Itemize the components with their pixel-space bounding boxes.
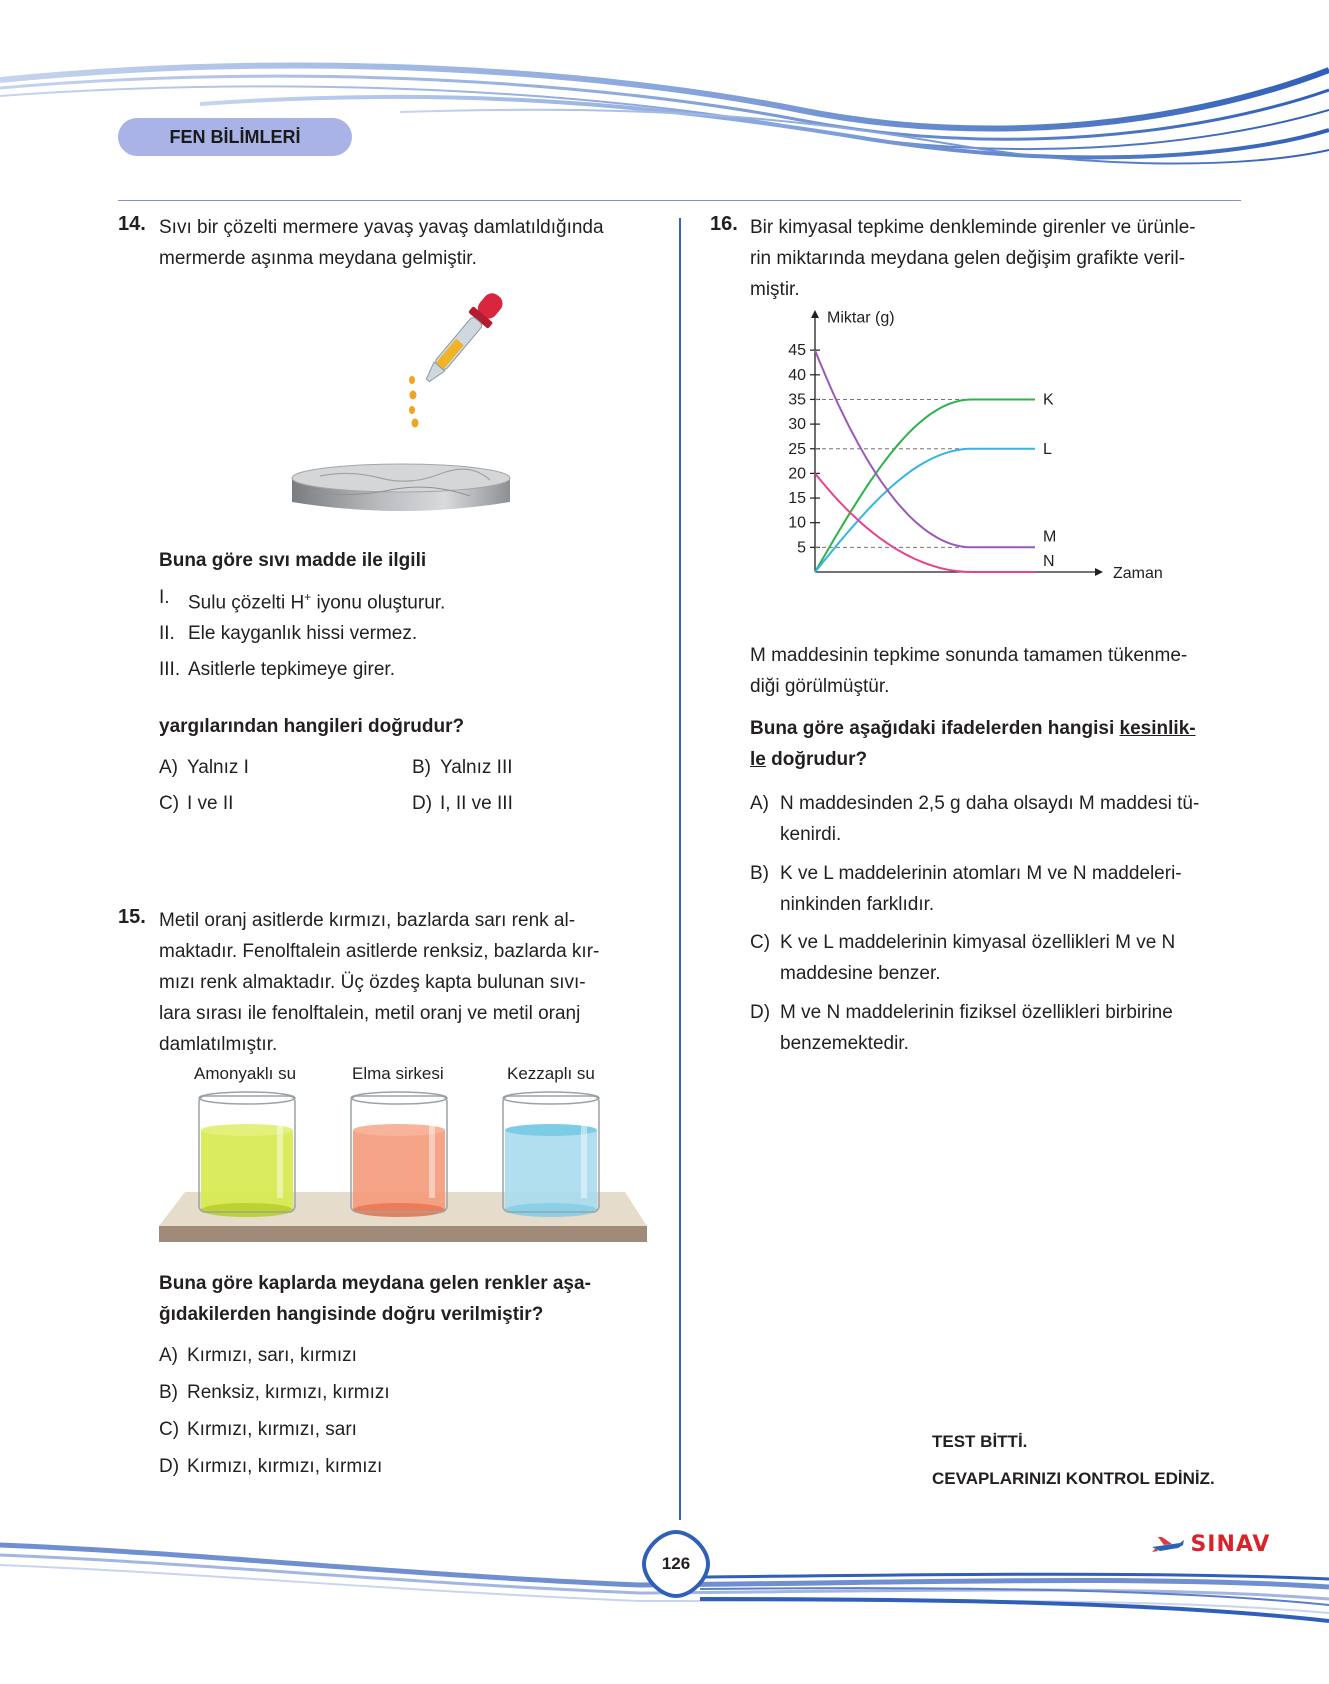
q16-note-line2: diği görülmüştür. (750, 676, 890, 697)
q15-number: 15. (118, 906, 146, 928)
q15-option-a[interactable]: A) Kırmızı, sarı, kırmızı (159, 1345, 357, 1366)
dropper-illustration (390, 282, 530, 432)
statement-number: I. (159, 587, 170, 608)
q14-option-c[interactable]: C) I ve II (159, 793, 234, 814)
q16-option-d[interactable]: D) M ve N maddelerinin fiziksel özellikleri birbirine benzemektedir. (750, 1002, 1173, 1054)
y-tick-label: 25 (788, 440, 806, 458)
subject-badge: FEN BİLİMLERİ (118, 118, 352, 156)
y-tick-label: 5 (797, 539, 806, 557)
series-label-k: K (1043, 391, 1054, 409)
y-axis-arrow (811, 310, 819, 318)
q14-lead: Buna göre sıvı madde ile ilgili (159, 550, 427, 571)
y-tick-label: 30 (788, 416, 806, 434)
y-tick-label: 15 (788, 490, 806, 508)
q16-option-b[interactable]: B) K ve L maddelerinin atomları M ve N maddeleri- ninkinden farklıdır. (750, 863, 1182, 915)
marble-illustration (290, 462, 512, 520)
q16-text-line3: miştir. (750, 279, 800, 300)
beaker-label-1: Amonyaklı su (194, 1064, 297, 1083)
statement-text: Asitlerle tepkimeye girer. (188, 659, 395, 680)
y-axis-label: Miktar (g) (827, 310, 895, 327)
series-line-n (815, 473, 1035, 572)
statement-text: Sulu çözelti H+ iyonu oluşturur. (188, 590, 446, 614)
series-label-n: N (1043, 553, 1055, 570)
test-end-line1: TEST BİTTİ. (932, 1432, 1028, 1451)
y-tick-label: 20 (788, 465, 806, 483)
q14-option-d[interactable]: D) I, II ve III (412, 793, 513, 814)
q15-text-line4: lara sırası ile fenolftalein, metil oranj ve metil oranj (159, 1003, 581, 1024)
beaker-label-2: Elma sirkesi (352, 1064, 444, 1083)
q15-text-line2: maktadır. Fenolftalein asitlerde renksiz, bazlarda kır- (159, 941, 600, 962)
reaction-chart (780, 310, 1210, 620)
q15-option-b[interactable]: B) Renksiz, kırmızı, kırmızı (159, 1382, 390, 1403)
q14-option-b[interactable]: B) Yalnız III (412, 757, 513, 778)
statement-number: II. (159, 623, 175, 644)
y-tick-label: 45 (788, 342, 806, 360)
y-tick-label: 10 (788, 514, 806, 532)
q15-question-line2: ğıdakilerden hangisinde doğru verilmiştir? (159, 1304, 544, 1325)
q14-number: 14. (118, 213, 146, 235)
q15-option-c[interactable]: C) Kırmızı, kırmızı, sarı (159, 1419, 357, 1440)
q16-question-line2: le doğrudur? (750, 749, 868, 770)
beakers-illustration (155, 1090, 655, 1250)
beaker-3 (503, 1092, 599, 1217)
statement-number: III. (159, 659, 181, 680)
q16-text-line1: Bir kimyasal tepkime denkleminde girenler ve ürünle- (750, 217, 1196, 238)
test-end-line2: CEVAPLARINIZI KONTROL EDİNİZ. (932, 1469, 1215, 1488)
q15-question-line1: Buna göre kaplarda meydana gelen renkler aşa- (159, 1273, 591, 1294)
beaker-label-3: Kezzaplı su (507, 1064, 595, 1083)
series-label-l: L (1043, 440, 1052, 458)
q16-number: 16. (710, 213, 738, 235)
beaker-2 (351, 1092, 447, 1217)
q16-question-line1: Buna göre aşağıdaki ifadelerden hangisi kesinlik- (750, 718, 1196, 739)
x-axis-arrow (1095, 568, 1103, 576)
column-divider (679, 218, 681, 1520)
statement-text: Ele kayganlık hissi vermez. (188, 623, 418, 644)
q16-text-line2: rin miktarında meydana gelen değişim grafikte veril- (750, 248, 1186, 269)
q15-text-line5: damlatılmıştır. (159, 1034, 278, 1055)
y-tick-label: 40 (788, 366, 806, 384)
q15-text-line3: mızı renk almaktadır. Üç özdeş kapta bulunan sıvı- (159, 972, 586, 993)
q15-option-d[interactable]: D) Kırmızı, kırmızı, kırmızı (159, 1456, 383, 1477)
top-rule (118, 200, 1241, 201)
q16-note-line1: M maddesinin tepkime sonunda tamamen tükenme- (750, 645, 1188, 666)
q16-option-a[interactable]: A) N maddesinden 2,5 g daha olsaydı M maddesi tü- kenirdi. (750, 793, 1200, 845)
series-label-m: M (1043, 528, 1057, 546)
q16-option-c[interactable]: C) K ve L maddelerinin kimyasal özellikleri M ve N maddesine benzer. (750, 932, 1176, 984)
beaker-1 (199, 1092, 295, 1217)
x-axis-label: Zaman (1113, 565, 1163, 582)
y-tick-label: 35 (788, 391, 806, 409)
q14-text-line2: mermerde aşınma meydana gelmiştir. (159, 248, 477, 269)
q15-text-line1: Metil oranj asitlerde kırmızı, bazlarda sarı renk al- (159, 910, 576, 931)
q14-question: yargılarından hangileri doğrudur? (159, 716, 465, 737)
q14-text-line1: Sıvı bir çözelti mermere yavaş yavaş damlatıldığında (159, 217, 604, 238)
top-wave-decoration (0, 0, 1329, 200)
q14-option-a[interactable]: A) Yalnız I (159, 757, 249, 778)
brand-logo: SINAV (1150, 1532, 1270, 1560)
page-number-badge: 126 (641, 1529, 711, 1599)
